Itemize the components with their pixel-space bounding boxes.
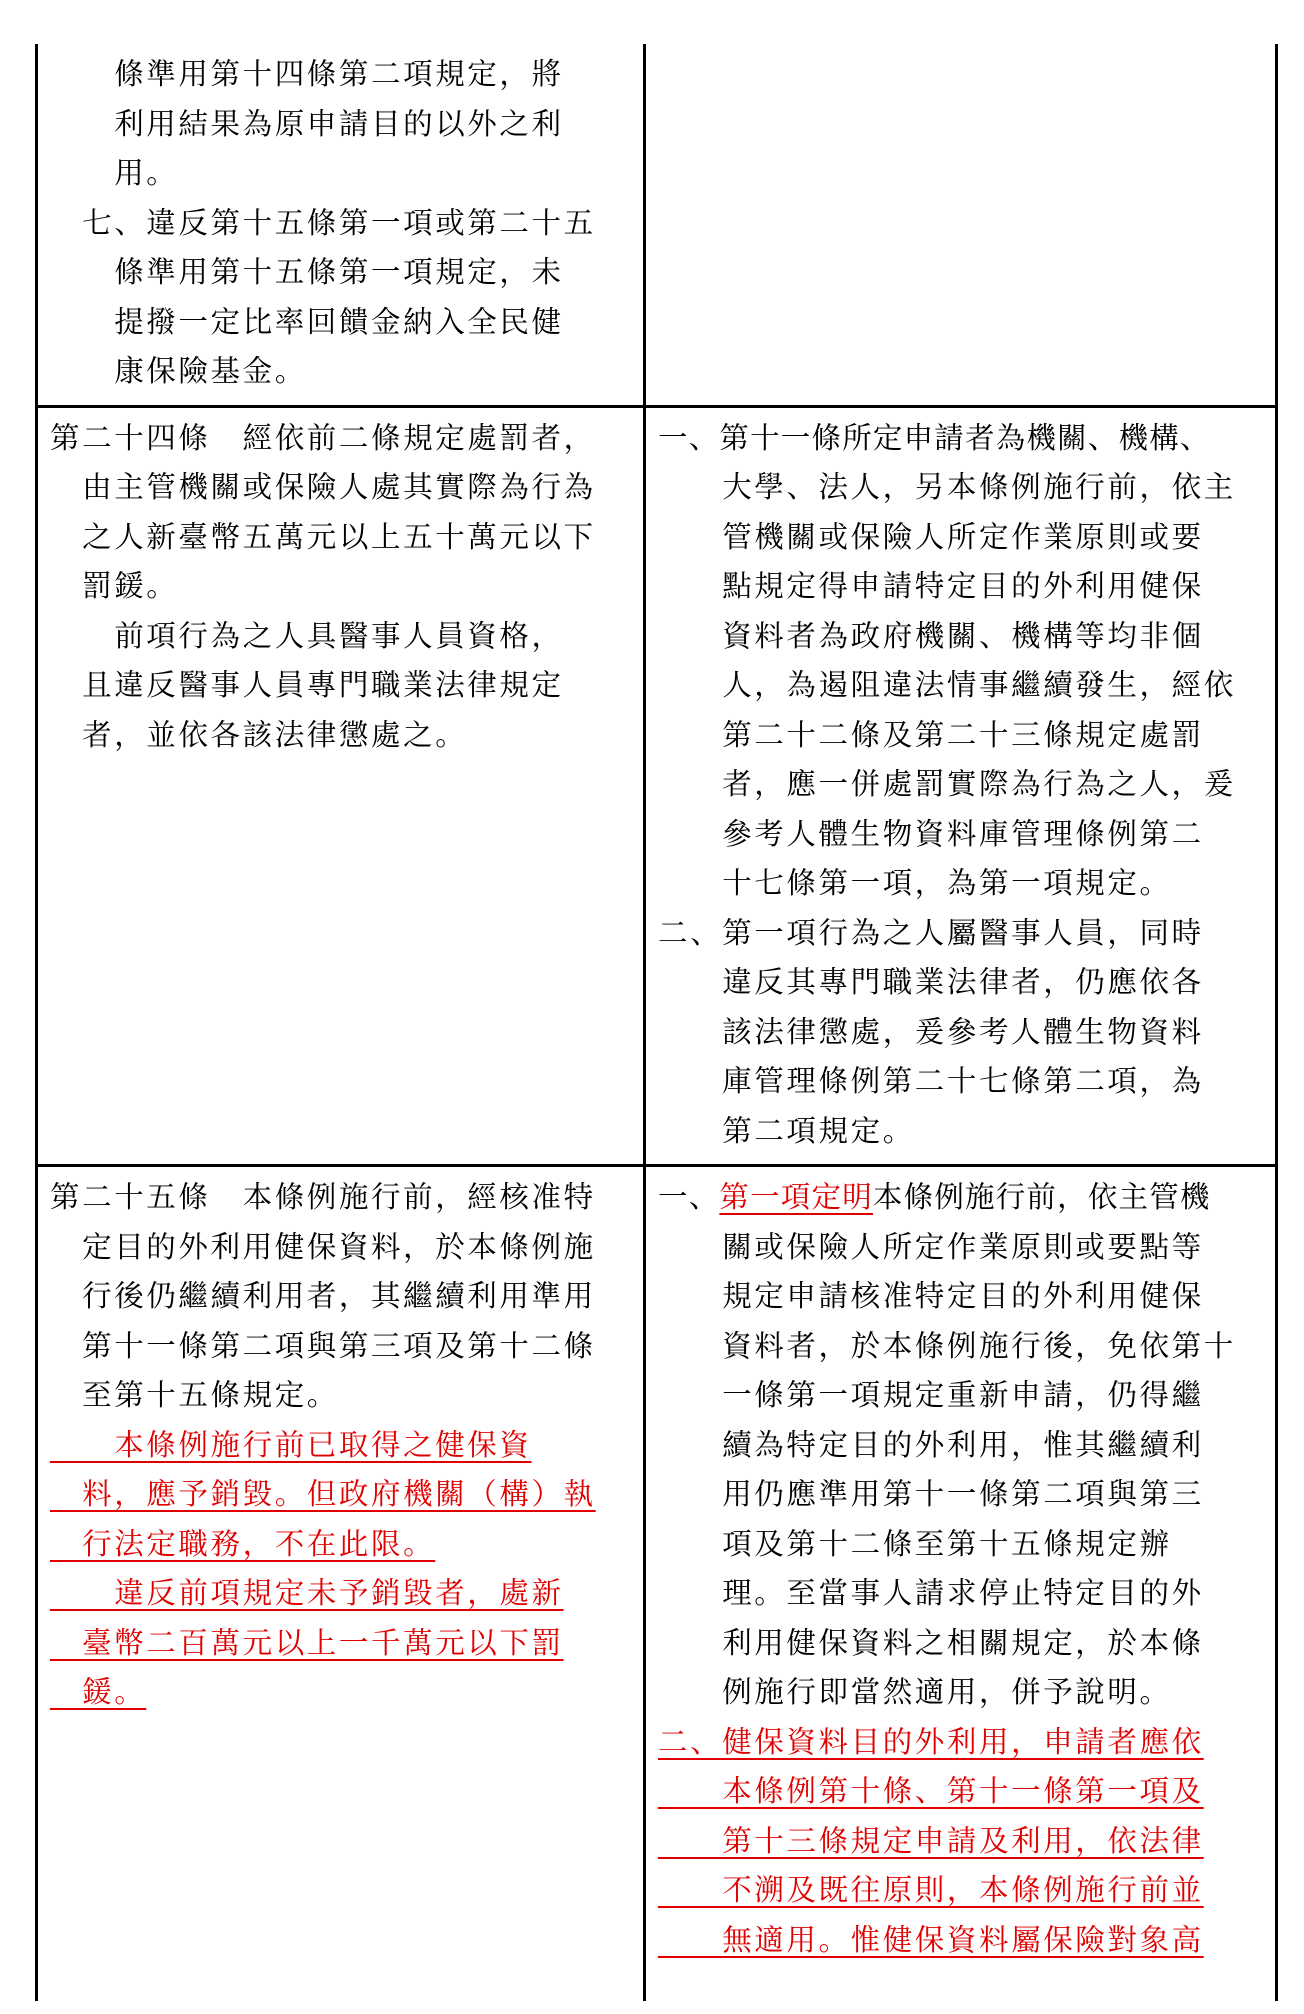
revised-text-line: 臺幣二百萬元以上一千萬元以下罰	[50, 1625, 564, 1660]
revised-text-line: 行法定職務，不在此限。	[50, 1526, 436, 1561]
text-line: 該法律懲處，爰參考人體生物資料	[658, 1014, 1204, 1049]
text-line: 一、第十一條所定申請者為機關、機構、	[658, 420, 1211, 455]
text-line: 參考人體生物資料庫管理條例第二	[658, 816, 1204, 851]
article-text-cell	[37, 406, 645, 1166]
revised-text-line: 第十三條規定申請及利用，依法律	[658, 1823, 1204, 1858]
text-line: 者，應一併處罰實際為行為之人，爰	[658, 767, 1236, 801]
text-span: 本條例施行前，依主管機	[872, 1180, 1211, 1214]
text-line: 由主管機關或保險人處其實際為行為	[50, 470, 596, 504]
text-line: 七、違反第十五條第一項或第二十五	[50, 205, 596, 240]
text-line: 一條第一項規定重新申請，仍得繼	[658, 1378, 1204, 1412]
revised-text-line: 鍰。	[50, 1675, 147, 1709]
text-line: 至第十五條規定。	[50, 1378, 339, 1412]
text-line: 庫管理條例第二十七條第二項，為	[658, 1064, 1204, 1098]
revised-text-line: 不溯及既往原則，本條例施行前並	[658, 1873, 1204, 1907]
text-line: 續為特定目的外利用，惟其繼續利	[658, 1427, 1204, 1462]
text-line: 條準用第十四條第二項規定，將	[50, 57, 564, 91]
table-row	[37, 1166, 1277, 2002]
text-line: 大學、法人，另本條例施行前，依主	[658, 470, 1236, 504]
text-line: 提撥一定比率回饋金納入全民健	[50, 304, 564, 339]
revised-phrase: 第一項定明	[719, 1180, 873, 1214]
text-line: 用仍應準用第十一條第二項與第三	[658, 1477, 1204, 1511]
text-line: 定目的外利用健保資料，於本條例施	[50, 1229, 596, 1264]
text-line: 違反其專門職業法律者，仍應依各	[658, 965, 1204, 999]
text-line: 二、第一項行為之人屬醫事人員，同時	[658, 915, 1204, 950]
revised-text-line: 無適用。惟健保資料屬保險對象高	[658, 1922, 1204, 1957]
article-heading-line: 第二十四條 經依前二條規定處罰者，	[50, 420, 596, 455]
text-line: 規定申請核准特定目的外利用健保	[658, 1279, 1204, 1313]
text-line: 項及第十二條至第十五條規定辦	[658, 1526, 1172, 1561]
text-line: 者，並依各該法律懲處之。	[50, 717, 468, 752]
revised-text-line: 違反前項規定未予銷毀者，處新	[50, 1576, 564, 1610]
text-line: 資料者，於本條例施行後，免依第十	[658, 1328, 1236, 1363]
text-line: 人，為遏阻違法情事繼續發生，經依	[658, 668, 1236, 702]
article-heading-line: 第二十五條 本條例施行前，經核准特	[50, 1180, 596, 1214]
revised-text-line: 料，應予銷毀。但政府機關（構）執	[50, 1477, 596, 1511]
article-text-cell	[37, 44, 645, 406]
comparison-table	[35, 44, 1278, 2001]
revised-text-line: 本條例施行前已取得之健保資	[50, 1427, 532, 1462]
text-line: 管機關或保險人所定作業原則或要	[658, 519, 1204, 554]
text-line: 第二十二條及第二十三條規定處罰	[658, 717, 1204, 752]
text-line: 用。	[50, 156, 179, 190]
text-line	[658, 1173, 1263, 1223]
explanation-cell	[645, 44, 1277, 406]
text-line: 罰鍰。	[50, 569, 179, 603]
text-line: 康保險基金。	[50, 354, 307, 388]
text-line: 十七條第一項，為第一項規定。	[658, 866, 1172, 900]
text-line: 利用健保資料之相關規定，於本條	[658, 1625, 1204, 1660]
text-line: 條準用第十五條第一項規定，未	[50, 255, 564, 289]
article-text-cell	[37, 1166, 645, 2002]
table-row	[37, 406, 1277, 1166]
text-line: 前項行為之人具醫事人員資格，	[50, 618, 564, 653]
text-line: 之人新臺幣五萬元以上五十萬元以下	[50, 519, 596, 554]
text-line: 例施行即當然適用，併予說明。	[658, 1675, 1172, 1709]
text-line: 第十一條第二項與第三項及第十二條	[50, 1328, 596, 1363]
text-line: 利用結果為原申請目的以外之利	[50, 106, 564, 141]
revised-text-line: 本條例第十條、第十一條第一項及	[658, 1774, 1204, 1808]
text-line: 第二項規定。	[658, 1113, 915, 1148]
revised-text-line: 二、健保資料目的外利用，申請者應依	[658, 1724, 1204, 1759]
explanation-cell	[645, 406, 1277, 1166]
text-line: 行後仍繼續利用者，其繼續利用準用	[50, 1279, 596, 1313]
text-line: 關或保險人所定作業原則或要點等	[658, 1229, 1204, 1264]
list-number: 一、	[658, 1180, 720, 1214]
text-line: 理。至當事人請求停止特定目的外	[658, 1576, 1204, 1610]
text-line: 且違反醫事人員專門職業法律規定	[50, 668, 564, 702]
explanation-cell	[645, 1166, 1277, 2002]
table-row	[37, 44, 1277, 406]
text-line: 資料者為政府機關、機構等均非個	[658, 618, 1204, 653]
text-line: 點規定得申請特定目的外利用健保	[658, 569, 1204, 603]
